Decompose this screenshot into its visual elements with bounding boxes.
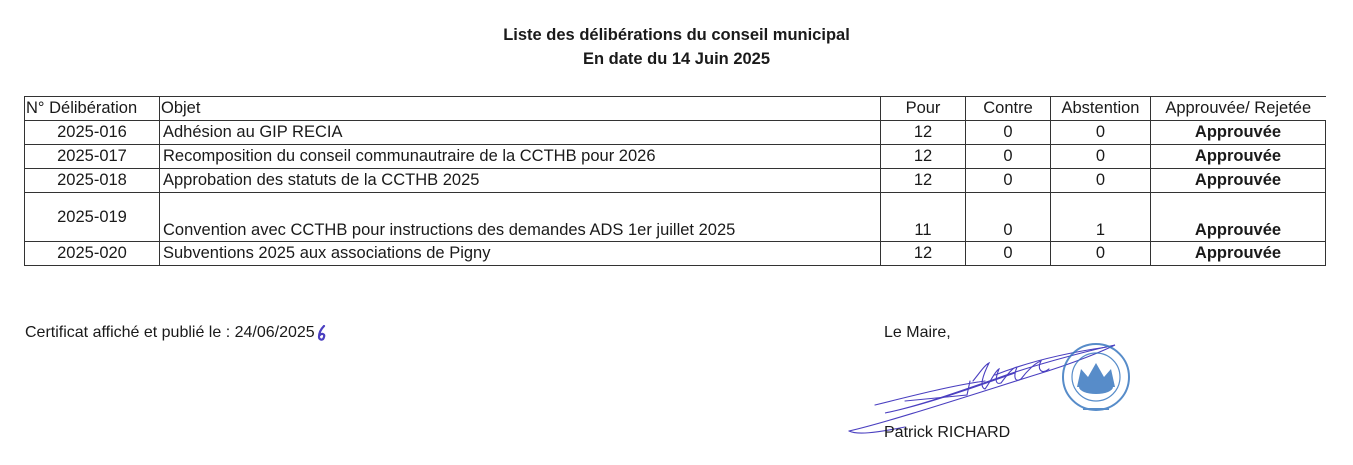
cell-subject: Convention avec CCTHB pour instructions des demandes ADS 1er juillet 2025 — [160, 193, 881, 242]
table-row — [25, 242, 1326, 266]
header-abstention: Abstention — [1051, 97, 1151, 121]
cell-status: Approuvée — [1151, 121, 1326, 145]
header-status: Approuvée/ Rejetée — [1151, 97, 1326, 121]
header-against: Contre — [966, 97, 1051, 121]
table-row — [25, 145, 1326, 169]
deliberations-table — [24, 96, 1326, 266]
certificate-date: 24/06/2025 — [234, 324, 315, 341]
cell-number: 2025-020 — [25, 242, 160, 266]
cell-against: 0 — [966, 169, 1051, 193]
header-for: Pour — [881, 97, 966, 121]
header-subject: Objet — [160, 97, 881, 121]
cell-number: 2025-019 — [25, 193, 160, 242]
certificate-label: Certificat affiché et publié le : — [25, 324, 235, 341]
cell-status: Approuvée — [1151, 193, 1326, 242]
cell-status: Approuvée — [1151, 242, 1326, 266]
table-row — [25, 121, 1326, 145]
document-subtitle: En date du 14 Juin 2025 — [582, 50, 771, 68]
cell-subject: Subventions 2025 aux associations de Pigny — [160, 242, 881, 266]
cell-against: 0 — [966, 193, 1051, 242]
cell-for: 12 — [881, 121, 966, 145]
cell-abstention: 0 — [1051, 145, 1151, 169]
cell-number: 2025-016 — [25, 121, 160, 145]
cell-abstention: 0 — [1051, 121, 1151, 145]
cell-subject: Approbation des statuts de la CCTHB 2025 — [160, 169, 881, 193]
cell-abstention: 0 — [1051, 242, 1151, 266]
cell-abstention: 0 — [1051, 169, 1151, 193]
table-header-row — [25, 97, 1326, 121]
table-row — [25, 169, 1326, 193]
table-row — [25, 193, 1326, 242]
cell-for: 12 — [881, 242, 966, 266]
cell-for: 12 — [881, 145, 966, 169]
mayor-name: Patrick RICHARD — [884, 424, 1011, 441]
cell-against: 0 — [966, 242, 1051, 266]
cell-subject: Recomposition du conseil communautraire de la CCTHB pour 2026 — [160, 145, 881, 169]
cell-subject: Adhésion au GIP RECIA — [160, 121, 881, 145]
cell-against: 0 — [966, 121, 1051, 145]
cell-for: 11 — [881, 193, 966, 242]
cell-status: Approuvée — [1151, 169, 1326, 193]
mayor-label: Le Maire, — [884, 324, 951, 341]
header-number: N° Délibération — [25, 97, 160, 121]
publication-certificate — [25, 324, 315, 342]
cell-abstention: 1 — [1051, 193, 1151, 242]
cell-status: Approuvée — [1151, 145, 1326, 169]
cell-for: 12 — [881, 169, 966, 193]
cell-number: 2025-018 — [25, 169, 160, 193]
document-title: Liste des délibérations du conseil municipal — [503, 26, 850, 44]
cell-against: 0 — [966, 145, 1051, 169]
document-header — [0, 23, 1353, 71]
handwritten-correction-icon — [317, 325, 327, 342]
cell-number: 2025-017 — [25, 145, 160, 169]
